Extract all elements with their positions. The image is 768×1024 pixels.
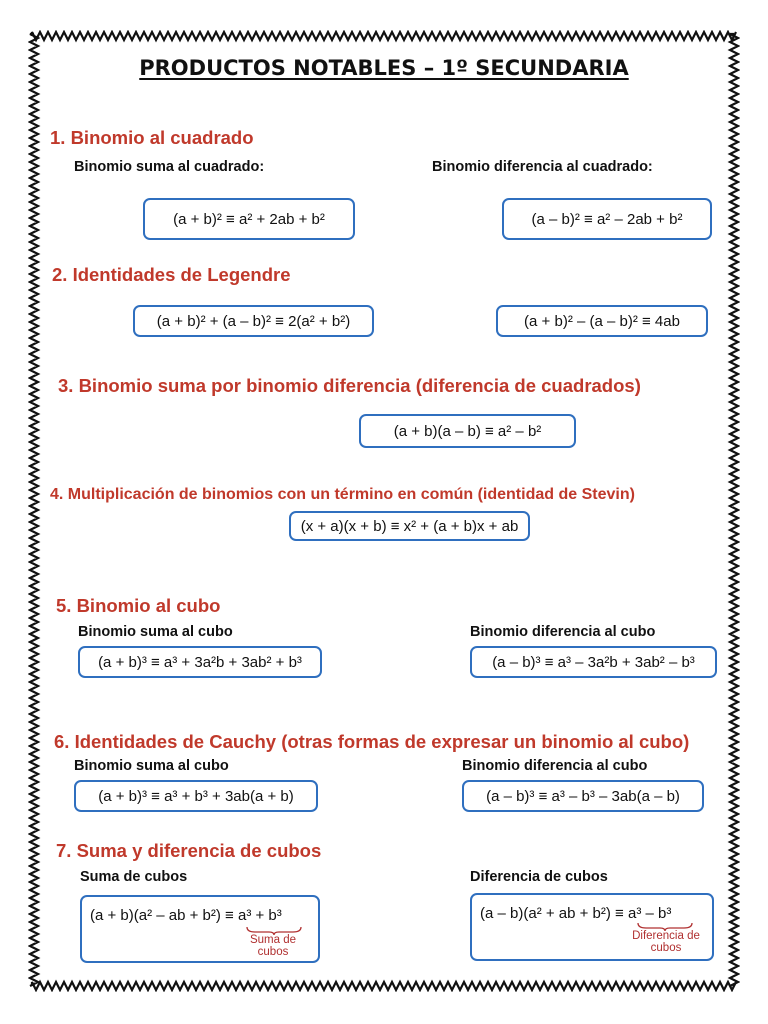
label-binomio-suma-cuadrado: Binomio suma al cuadrado: (74, 159, 265, 175)
section-heading-4: 4. Multiplicación de binomios con un término en común (identidad de Stevin) (50, 486, 635, 503)
section-heading-6: 6. Identidades de Cauchy (otras formas de expresar un binomio al cubo) (54, 731, 690, 752)
label-binomio-diferencia-cuadrado: Binomio diferencia al cuadrado: (432, 159, 653, 175)
label-binomio-diferencia-cubo: Binomio diferencia al cubo (470, 624, 656, 640)
formula-box-suma-cuadrado (143, 198, 355, 240)
label-diferencia-cubos: Diferencia de cubos (470, 869, 608, 885)
label-suma-cubos: Suma de cubos (80, 869, 188, 885)
formula-box-diferencia-cubo (470, 646, 717, 678)
annotation-suma-de-cubos: Suma de cubos (249, 934, 297, 958)
section-heading-7: 7. Suma y diferencia de cubos (56, 840, 322, 861)
section-heading-1: 1. Binomio al cuadrado (50, 127, 254, 148)
formula-text: (a – b)² ≡ a² – 2ab + b² (531, 210, 683, 228)
section-heading-5: 5. Binomio al cubo (56, 595, 221, 616)
formula-text: (a + b)² ≡ a² + 2ab + b² (173, 210, 325, 228)
label-binomio-suma-cubo: Binomio suma al cubo (78, 624, 233, 640)
formula-text: (a + b)³ ≡ a³ + b³ + 3ab(a + b) (98, 787, 294, 805)
formula-box-cauchy-suma (74, 780, 318, 812)
formula-box-legendre-diferencia (496, 305, 708, 337)
formula-text: (a + b)(a² – ab + b²) ≡ a³ + b³ (90, 907, 282, 924)
formula-box-cauchy-diferencia (462, 780, 704, 812)
formula-text: (a + b)² + (a – b)² ≡ 2(a² + b²) (156, 312, 351, 330)
formula-text: (a + b)³ ≡ a³ + 3a²b + 3ab² + b³ (98, 653, 302, 671)
formula-text: (a – b)(a² + ab + b²) ≡ a³ – b³ (480, 905, 672, 922)
formula-box-suma-cubo (78, 646, 322, 678)
section-heading-3: 3. Binomio suma por binomio diferencia (diferencia de cuadrados) (58, 375, 641, 396)
label-cauchy-suma-cubo: Binomio suma al cubo (74, 758, 229, 774)
page-title: PRODUCTOS NOTABLES – 1º SECUNDARIA (139, 56, 629, 80)
annotation-diferencia-de-cubos: Diferencia de cubos (632, 930, 700, 954)
formula-box-diferencia-cuadrado (502, 198, 712, 240)
formula-text: (a + b)² – (a – b)² ≡ 4ab (524, 312, 680, 330)
formula-text: (x + a)(x + b) ≡ x² + (a + b)x + ab (300, 517, 519, 535)
label-cauchy-diferencia-cubo: Binomio diferencia al cubo (462, 758, 648, 774)
formula-text: (a – b)³ ≡ a³ – 3a²b + 3ab² – b³ (492, 653, 695, 671)
formula-box-diferencia-cuadrados (359, 414, 576, 448)
formula-box-legendre-suma (133, 305, 374, 337)
section-heading-2: 2. Identidades de Legendre (52, 264, 291, 285)
formula-text: (a + b)(a – b) ≡ a² – b² (393, 422, 542, 440)
formula-text: (a – b)³ ≡ a³ – b³ – 3ab(a – b) (486, 787, 680, 805)
formula-box-stevin (289, 511, 530, 541)
